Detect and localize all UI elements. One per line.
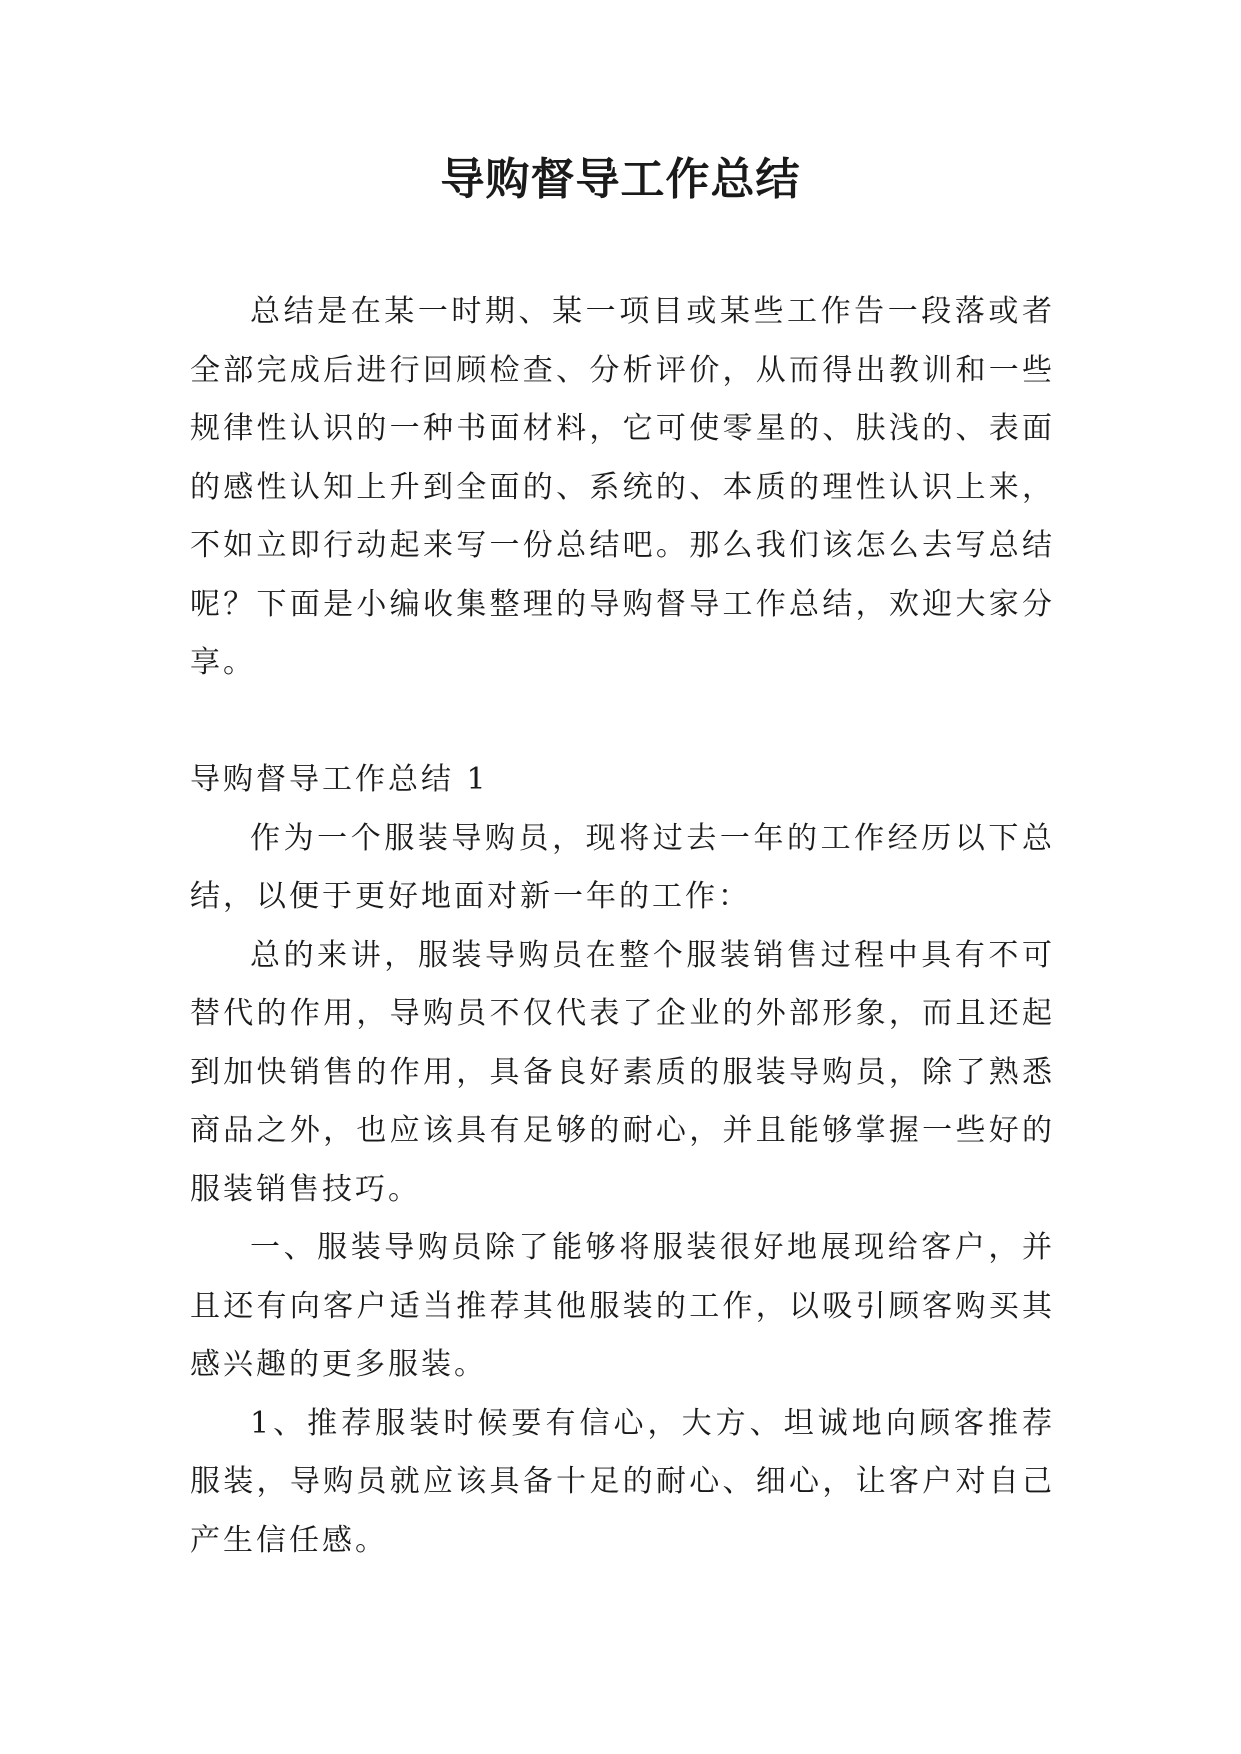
document-title: 导购督导工作总结: [440, 154, 801, 205]
body-paragraph-3: 一、服装导购员除了能够将服装很好地展现给客户，并且还有向客户适当推荐其他服装的工作，以吸引顾客购买其感兴趣的更多服装。: [190, 1230, 1055, 1382]
paragraph-gap: [190, 693, 1055, 752]
body-paragraph-4: 1、推荐服装时候要有信心，大方、坦诚地向顾客推荐服装，导购员就应该具备十足的耐心、细心，让客户对自己产生信任感。: [190, 1405, 1055, 1558]
body-paragraph-2: 总的来讲，服装导购员在整个服装销售过程中具有不可替代的作用，导购员不仅代表了企业的外部形象，而且还起到加快销售的作用，具备良好素质的服装导购员，除了熟悉商品之外，也应该具有足够的耐心，并且能够掌握一些好的服装销售技巧。: [190, 937, 1055, 1207]
section-heading: 导购督导工作总结 1: [190, 762, 489, 797]
body-paragraph-1: 作为一个服装导购员，现将过去一年的工作经历以下总结，以便于更好地面对新一年的工作：: [190, 820, 1055, 914]
intro-paragraph: 总结是在某一时期、某一项目或某些工作告一段落或者全部完成后进行回顾检查、分析评价，从而得出教训和一些规律性认识的一种书面材料，它可使零星的、肤浅的、表面的感性认知上升到全面的、系统的、本质的理性认识上来，不如立即行动起来写一份总结吧。那么我们该怎么去写总结呢？下面是小编收集整理的导购督导工作总结，欢迎大家分享。: [190, 294, 1055, 680]
document-body: [190, 283, 1055, 1570]
